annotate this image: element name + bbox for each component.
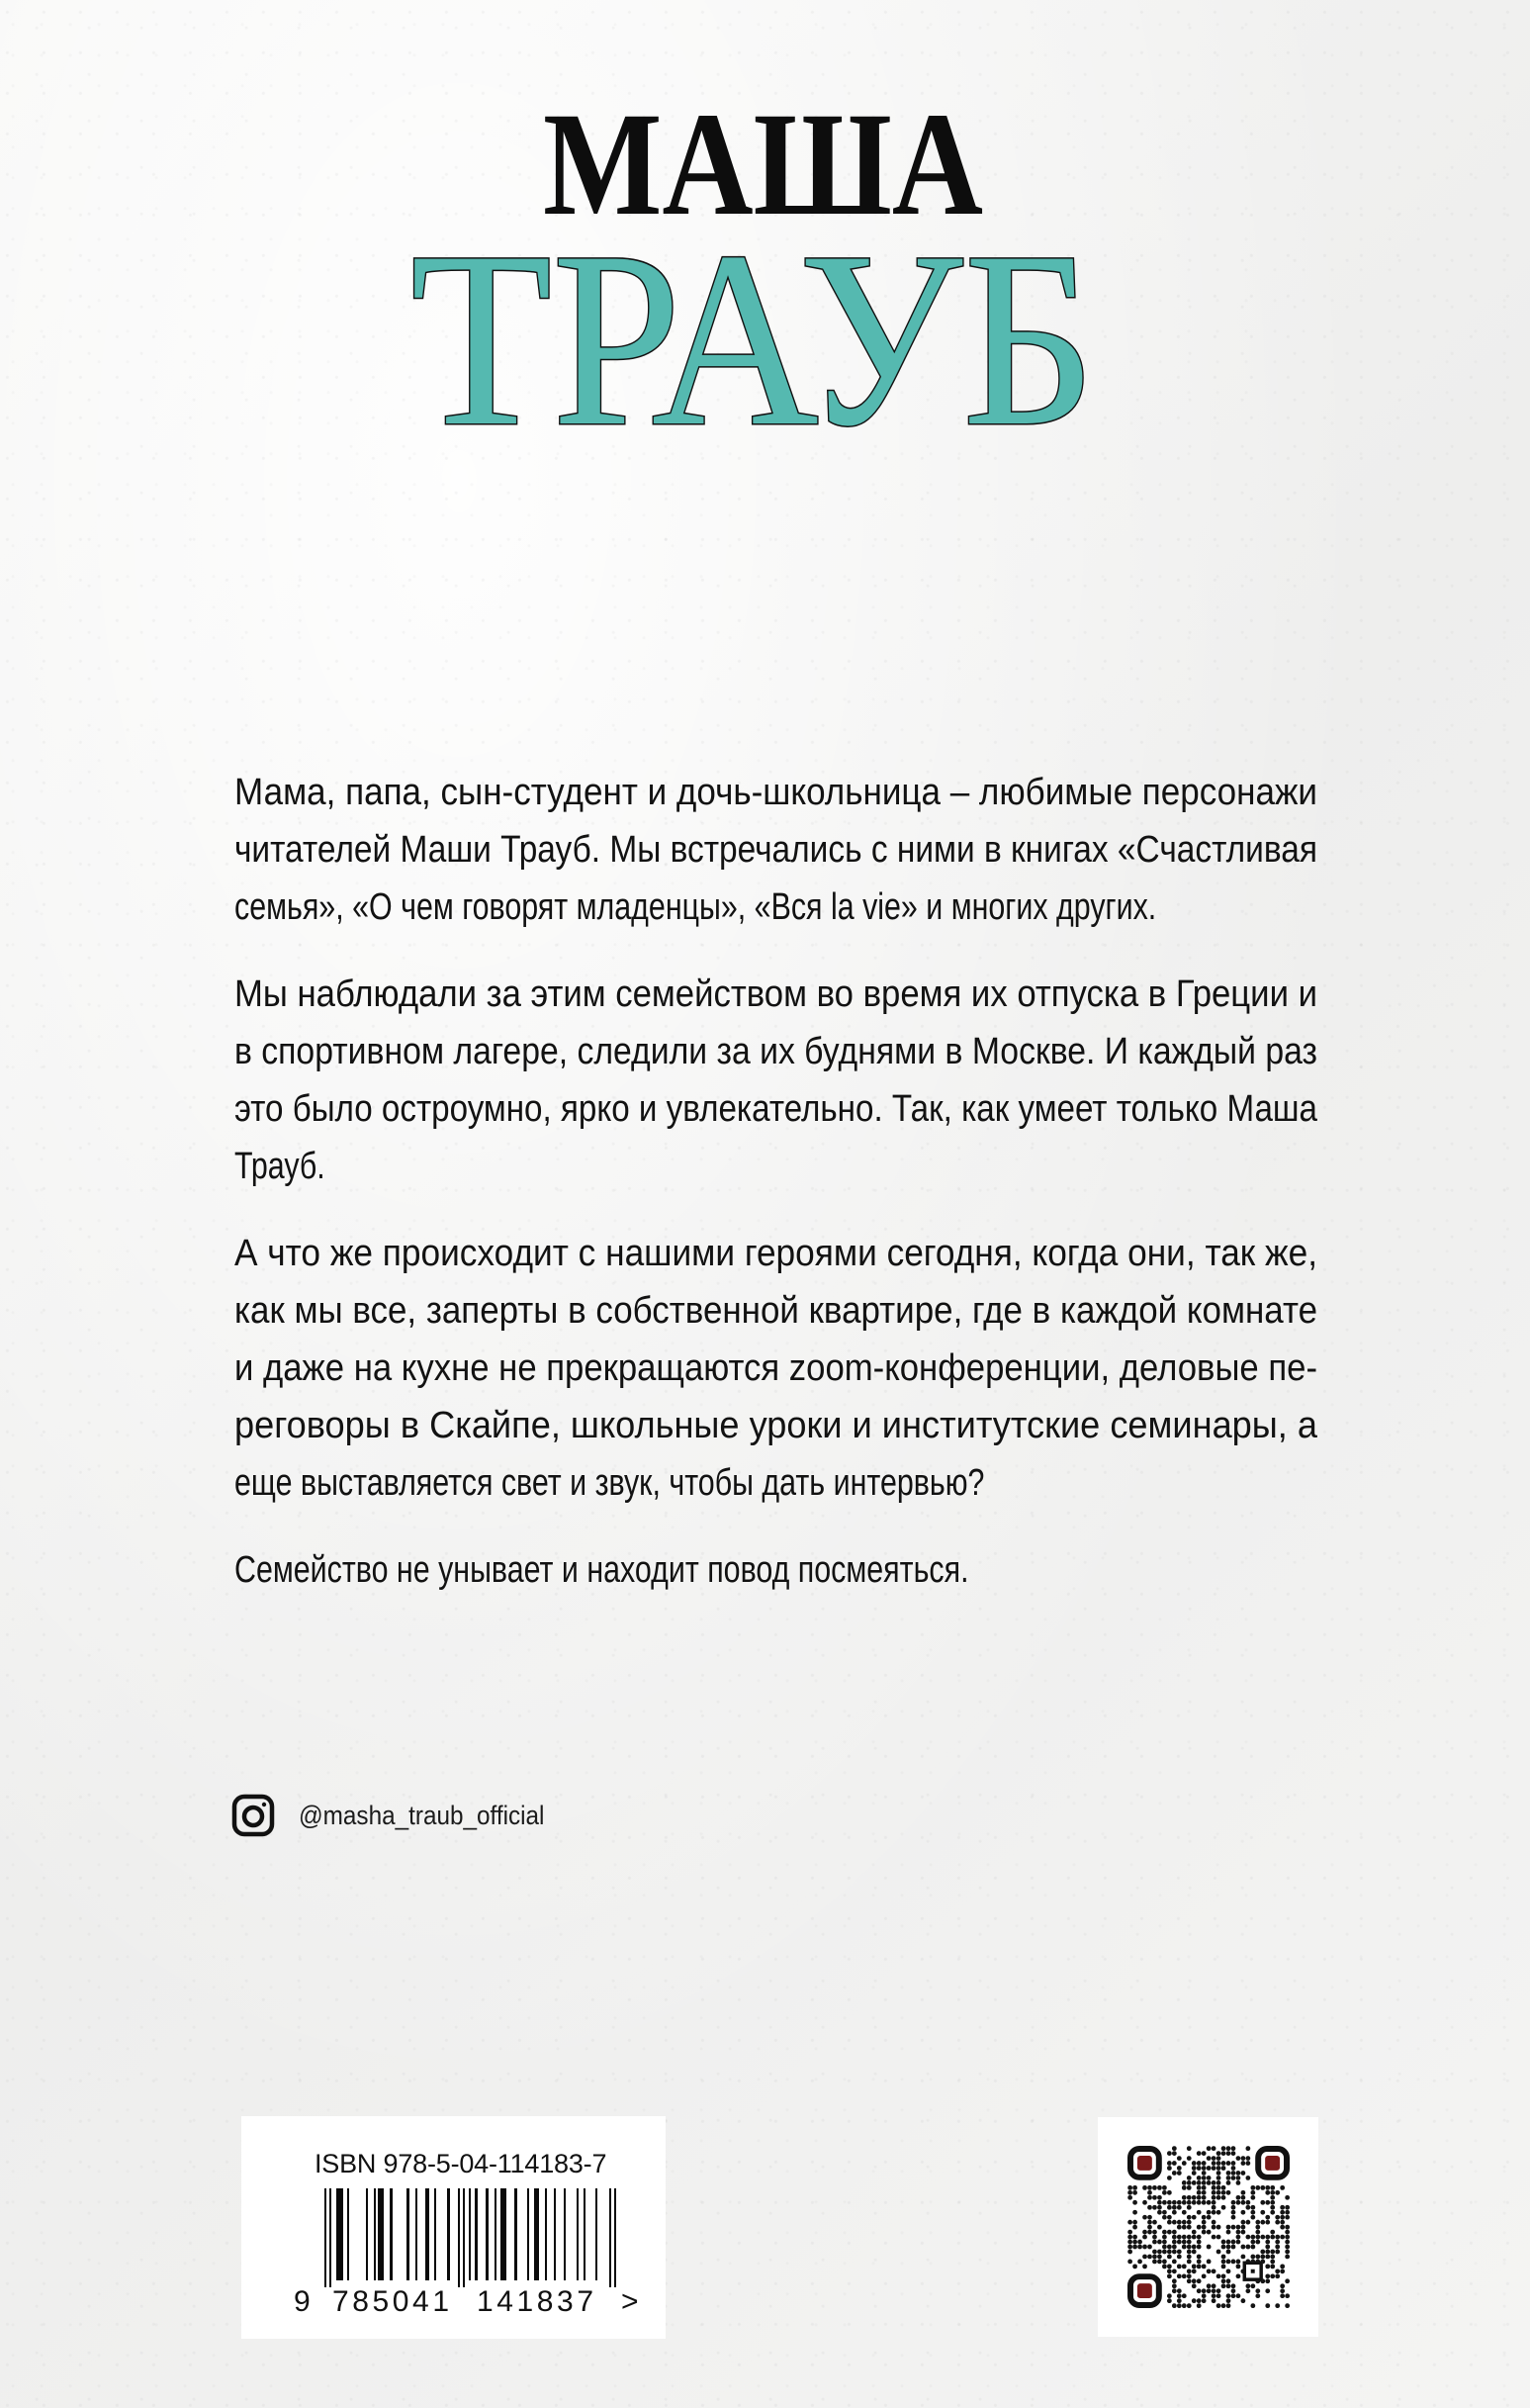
blurb-line: [234, 1340, 1317, 1397]
barcode-bars-icon: [241, 2116, 666, 2339]
blurb-paragraph: [234, 1225, 1317, 1512]
cover-title: [0, 0, 1530, 514]
blurb-line-text: и даже на кухне не прекращаются zoom-конференции, деловые пе-: [234, 1347, 1317, 1389]
blurb-line-text: Мы наблюдали за этим семейством во время их отпуска в Греции и: [234, 973, 1317, 1015]
instagram-handle-row: [231, 1793, 572, 1838]
blurb-line-text: еще выставляется свет и звук, чтобы дать интервью?: [234, 1462, 985, 1504]
blurb-line: [234, 966, 1317, 1023]
blurb-line: [234, 1454, 1317, 1512]
blurb-line: [234, 1225, 1317, 1282]
barcode-first-digit: 9: [294, 2285, 311, 2318]
author-last-name: ТРАУБ: [410, 200, 1096, 478]
barcode-quiet-zone-marker: >: [621, 2285, 639, 2318]
blurb-paragraph: [234, 764, 1317, 936]
blurb-line: [234, 764, 1317, 821]
blurb-line-text: Семейство не унывает и находит повод посмеяться.: [234, 1549, 969, 1591]
blurb-line: [234, 1541, 1317, 1599]
blurb-line: [234, 1023, 1317, 1080]
isbn-label: ISBN 978-5-04-114183-7: [315, 2149, 607, 2178]
blurb-line-text: А что же происходит с нашими героями сегодня, когда они, так же,: [234, 1233, 1317, 1274]
instagram-handle: @masha_traub_official: [299, 1800, 545, 1830]
author-first-name: МАША: [543, 82, 983, 246]
book-description: [234, 764, 1317, 1628]
blurb-line: [234, 821, 1317, 879]
blurb-paragraph: [234, 1541, 1317, 1599]
blurb-line: [234, 1138, 1317, 1195]
blurb-line-text: это было остроумно, ярко и увлекательно. Так, как умеет только Маша: [234, 1088, 1317, 1130]
blurb-line: [234, 879, 1317, 936]
blurb-line: [234, 1080, 1317, 1138]
blurb-line-text: читателей Маши Трауб. Мы встречались с ними в книгах «Счастливая: [234, 829, 1317, 871]
barcode-right-digits: 141837: [477, 2285, 593, 2318]
blurb-line-text: Трауб.: [234, 1146, 325, 1187]
blurb-line-text: семья», «О чем говорят младенцы», «Вся la vie» и многих других.: [234, 886, 1157, 928]
barcode-left-digits: 785041: [332, 2285, 449, 2318]
blurb-line-text: в спортивном лагере, следили за их буднями в Москве. И каждый раз: [234, 1031, 1317, 1072]
blurb-line: [234, 1397, 1317, 1454]
instagram-icon: [231, 1794, 275, 1837]
blurb-paragraph: [234, 966, 1317, 1195]
blurb-line-text: Мама, папа, сын-студент и дочь-школьница – любимые персонажи: [234, 772, 1317, 813]
qr-code-panel: [1098, 2117, 1318, 2337]
qr-code-icon[interactable]: [1127, 2145, 1290, 2309]
blurb-line-text: как мы все, заперты в собственной квартире, где в каждой комнате: [234, 1290, 1317, 1332]
blurb-line: [234, 1282, 1317, 1340]
blurb-line-text: реговоры в Скайпе, школьные уроки и институтские семинары, а: [234, 1405, 1317, 1446]
isbn-barcode: [241, 2116, 666, 2339]
